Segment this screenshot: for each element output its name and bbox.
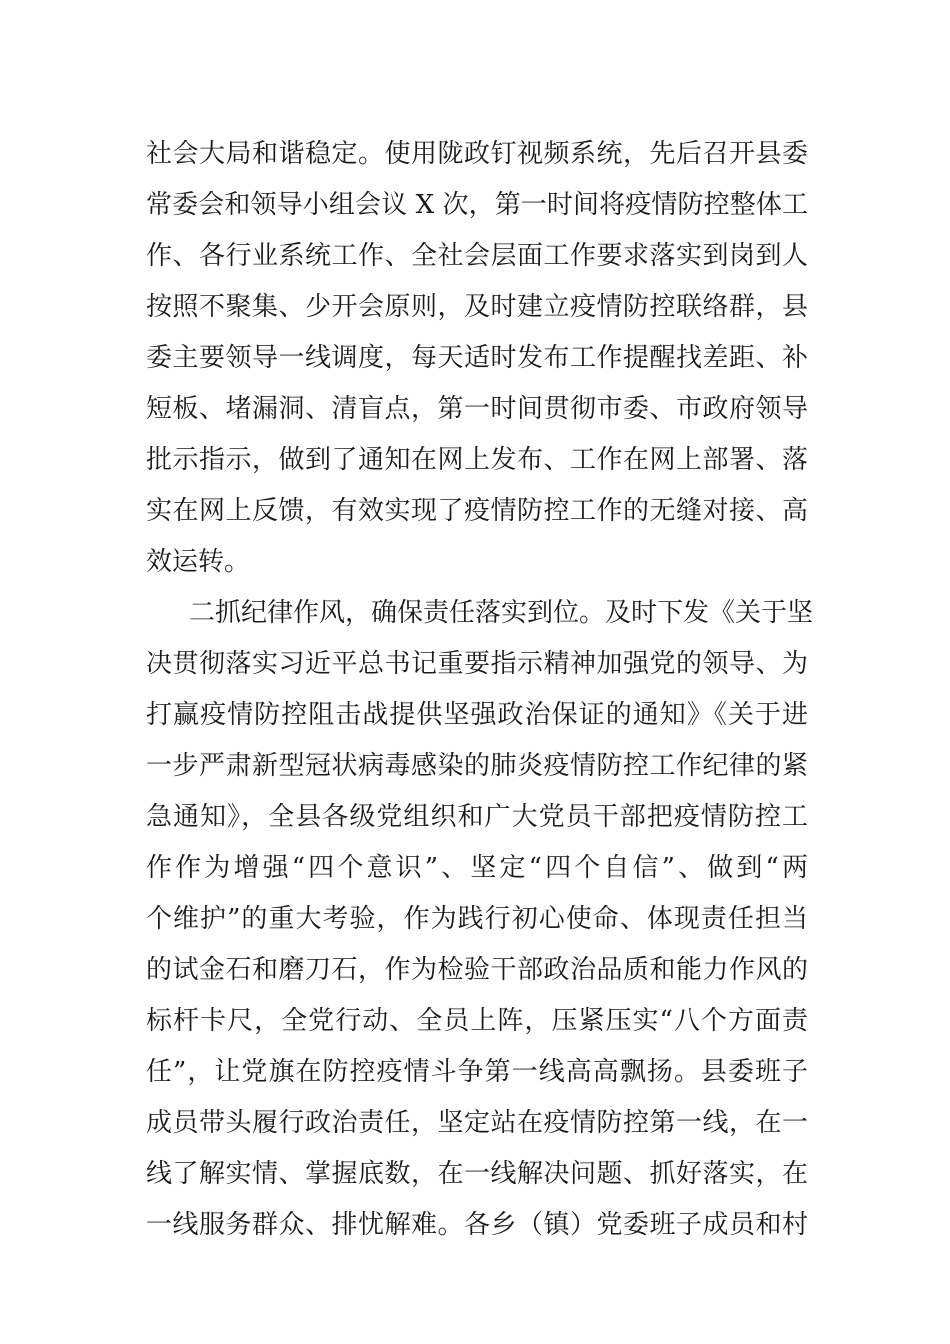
text-line: 社会大局和谐稳定。使用陇政钉视频系统，先后召开县委: [146, 139, 808, 169]
text-line: 任”，让党旗在防控疫情斗争第一线高高飘扬。县委班子: [146, 1057, 808, 1087]
text-line: 标杆卡尺，全党行动、全员上阵，压紧压实“八个方面责: [146, 1006, 808, 1036]
text-line: 短板、堵漏洞、清盲点，第一时间贯彻市委、市政府领导: [146, 394, 808, 424]
text-line: 效运转。: [146, 547, 251, 577]
text-line: 作作为增强“四个意识”、坚定“四个自信”、做到“两: [146, 853, 808, 883]
text-line: 急通知》，全县各级党组织和广大党员干部把疫情防控工: [146, 802, 808, 832]
text-line: 决贯彻落实习近平总书记重要指示精神加强党的领导、为: [146, 649, 808, 679]
text-line: 批示指示，做到了通知在网上发布、工作在网上部署、落: [146, 445, 808, 475]
text-line: 实在网上反馈，有效实现了疫情防控工作的无缝对接、高: [146, 496, 808, 526]
text-line: 成员带头履行政治责任，坚定站在疫情防控第一线，在一: [146, 1108, 808, 1138]
text-line: 二抓纪律作风，确保责任落实到位。及时下发《关于坚: [189, 598, 814, 628]
text-line: 常委会和领导小组会议 X 次，第一时间将疫情防控整体工: [146, 190, 808, 220]
text-line: 个维护”的重大考验，作为践行初心使命、体现责任担当: [146, 904, 808, 934]
text-line: 线了解实情、掌握底数，在一线解决问题、抓好落实，在: [146, 1159, 808, 1189]
text-line: 一步严肃新型冠状病毒感染的肺炎疫情防控工作纪律的紧: [146, 751, 808, 781]
text-line: 一线服务群众、排忧解难。各乡（镇）党委班子成员和村: [146, 1210, 808, 1240]
text-line: 按照不聚集、少开会原则，及时建立疫情防控联络群，县: [146, 292, 808, 322]
text-line: 打赢疫情防控阻击战提供坚强政治保证的通知》《关于进: [146, 700, 808, 730]
text-line: 委主要领导一线调度，每天适时发布工作提醒找差距、补: [146, 343, 808, 373]
text-line: 的试金石和磨刀石，作为检验干部政治品质和能力作风的: [146, 955, 808, 985]
text-line: 作、各行业系统工作、全社会层面工作要求落实到岗到人: [146, 241, 808, 271]
